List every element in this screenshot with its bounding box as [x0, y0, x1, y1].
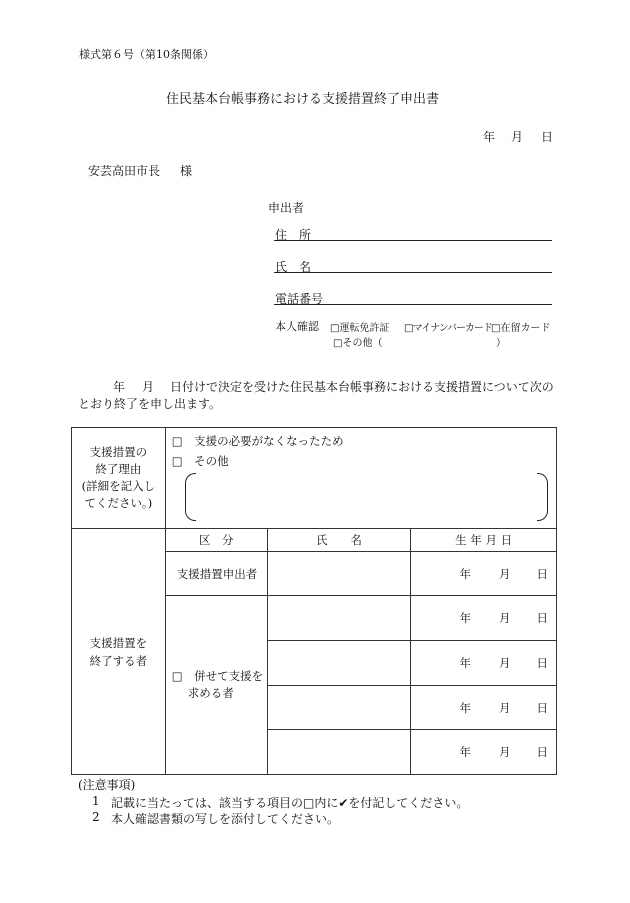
reason-option-no-longer-needed[interactable]: □ 支援の必要がなくなったため [171, 434, 344, 448]
address-field[interactable] [274, 240, 552, 241]
id-check-label: 本人確認 [275, 320, 319, 333]
name-label: 氏 名 [275, 260, 312, 274]
id-option-license[interactable]: □運転免許証 [330, 323, 390, 334]
notes-heading: (注意事項) [78, 778, 136, 792]
ymd-year: 年 [459, 566, 471, 581]
ymd-month: 月 [499, 745, 511, 759]
statement-text-line2: とおり終了を申し出ます。 [78, 397, 222, 411]
date-year-label: 年 [483, 130, 496, 144]
note-number: 2 [92, 810, 100, 824]
ymd-year: 年 [459, 656, 471, 670]
addressee-honorific: 様 [180, 164, 193, 178]
joint-birthdate-cell-2[interactable] [411, 641, 557, 686]
header-category: 区 分 [165, 529, 267, 552]
address-label: 住 所 [275, 228, 312, 242]
id-option-mynumber[interactable]: □マイナンバーカード [404, 323, 492, 334]
joint-label-cell [165, 596, 267, 775]
name-field[interactable] [274, 272, 552, 273]
phone-field[interactable] [274, 304, 552, 305]
statement-month: 月 [142, 380, 155, 394]
addressee: 安芸高田市長 [88, 164, 161, 178]
joint-label-line[interactable]: □ 併せて支援を [171, 669, 264, 683]
statement-year: 年 [113, 380, 126, 394]
note-number: 1 [92, 794, 100, 808]
reason-label-line: (詳細を記入し [81, 479, 156, 493]
persons-label-line: 終了する者 [89, 653, 148, 668]
applicant-name-cell[interactable] [267, 552, 411, 596]
ymd-month: 月 [499, 611, 511, 625]
joint-name-cell-2[interactable] [267, 641, 411, 686]
statement-text-line1: 日付けで決定を受けた住民基本台帳事務における支援措置について次の [170, 380, 554, 394]
joint-birthdate-cell-4[interactable] [411, 730, 557, 775]
header-birthdate: 生 年 月 日 [411, 529, 557, 552]
page-title: 住民基本台帳事務における支援措置終了申出書 [166, 92, 440, 107]
reason-label-line: 支援措置の [89, 445, 148, 459]
form-number: 様式第６号（第10条関係） [79, 48, 214, 61]
note-text: 記載に当たっては、該当する項目の□内に✔を付記してください。 [111, 796, 469, 810]
id-option-other-close: ） [496, 338, 506, 349]
ymd-year: 年 [459, 700, 471, 715]
reason-label-line: てください。) [84, 496, 153, 510]
reason-label-line: 終了理由 [95, 462, 142, 476]
joint-name-cell-4[interactable] [267, 730, 411, 775]
phone-label: 電話番号 [275, 292, 324, 306]
left-bracket [185, 473, 196, 521]
ymd-year: 年 [459, 745, 471, 759]
ymd-day: 日 [536, 700, 548, 715]
ymd-day: 日 [536, 745, 548, 759]
reason-option-other[interactable]: □ その他 [171, 454, 229, 468]
ymd-year: 年 [459, 611, 471, 625]
applicant-row-label [165, 552, 267, 596]
ymd-month: 月 [499, 566, 511, 581]
reason-detail-field[interactable] [185, 473, 548, 521]
ymd-day: 日 [536, 566, 548, 581]
joint-name-cell-3[interactable] [267, 686, 411, 730]
persons-label-cell [72, 529, 166, 775]
joint-birthdate-cell-3[interactable] [411, 686, 557, 730]
header-name: 氏 名 [267, 529, 411, 552]
joint-name-cell-1[interactable] [267, 596, 411, 641]
note-text: 本人確認書類の写しを添付してください。 [111, 812, 340, 826]
date-day-label: 日 [541, 130, 554, 144]
persons-label-line: 支援措置を [89, 635, 148, 650]
right-bracket [537, 473, 548, 521]
applicant-birthdate-cell[interactable] [411, 552, 557, 596]
ymd-day: 日 [536, 656, 548, 670]
ymd-month: 月 [499, 656, 511, 670]
ymd-month: 月 [499, 700, 511, 715]
reason-label-cell [72, 428, 166, 529]
id-option-other[interactable]: □その他（ [333, 338, 383, 349]
joint-birthdate-cell-1[interactable] [411, 596, 557, 641]
ymd-day: 日 [536, 611, 548, 625]
id-option-residence[interactable]: □在留カード [491, 323, 551, 334]
applicant-row-label-text: 支援措置申出者 [176, 566, 258, 581]
applicant-heading: 申出者 [268, 201, 305, 215]
joint-label-line: 求める者 [187, 686, 234, 700]
date-month-label: 月 [511, 130, 524, 144]
